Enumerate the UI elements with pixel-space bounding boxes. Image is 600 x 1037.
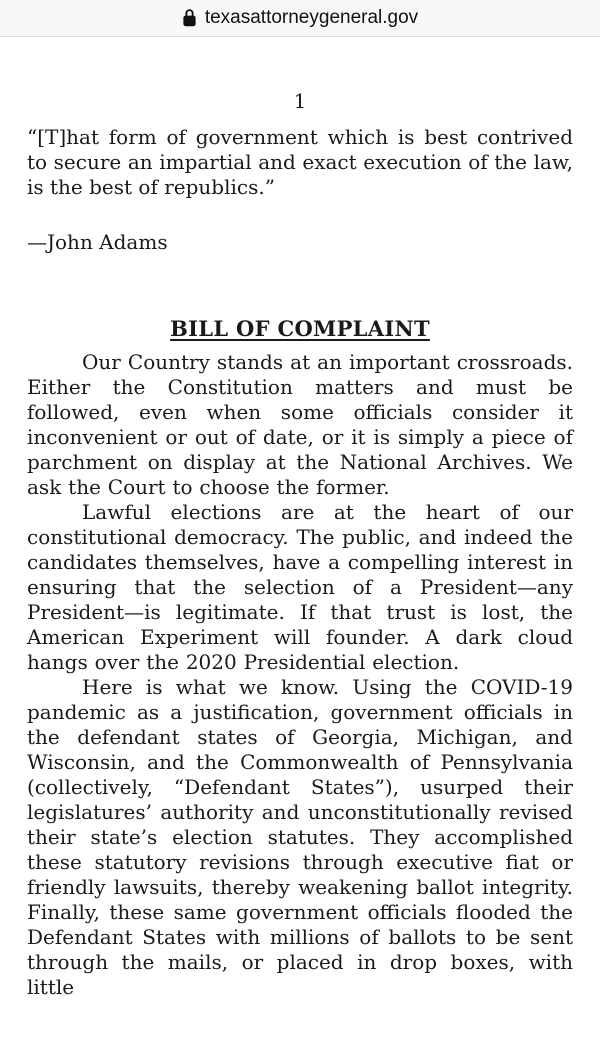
page-number: 1 [293, 89, 307, 113]
paragraph-1: Our Country stands at an important crossroads. Either the Constitution matters and must be followed, even when some officials consider it inconvenient or out of date, or it is simply a piece of parchment on display at the National Archives. We ask the Court to choose the former. [27, 350, 573, 499]
paragraph-3: Here is what we know. Using the COVID-19 pandemic as a justification, government officials in the defendant states of Georgia, Michigan, and Wisconsin, and the Commonwealth of Pennsylvania (collectively, “Defendant States”), usurped their legislatures’ authority and unconstitutionally revised their state’s election statutes. They accomplished these statutory revisions through executive fiat or friendly lawsuits, thereby weakening ballot integrity. Finally, these same government officials flooded the Defendant States with millions of ballots to be sent through the mails, or placed in drop boxes, with little [27, 675, 573, 999]
paragraph-2: Lawful elections are at the heart of our constitutional democracy. The public, and indeed the candidates themselves, have a compelling interest in ensuring that the selection of a President—any President—is legitimate. If that trust is lost, the American Experiment will founder. A dark cloud hangs over the 2020 Presidential election. [27, 500, 573, 674]
epigraph-attribution: —John Adams [27, 230, 168, 254]
lock-icon [182, 8, 197, 28]
address-bar-domain: texasattorneygeneral.gov [204, 7, 419, 28]
epigraph-quote: “[T]hat form of government which is best contrived to secure an impartial and exact execution of the law, is the best of republics.” [27, 125, 573, 199]
browser-address-bar[interactable] [0, 0, 600, 37]
section-heading: BILL OF COMPLAINT [170, 316, 430, 341]
document-page [0, 89, 600, 1000]
